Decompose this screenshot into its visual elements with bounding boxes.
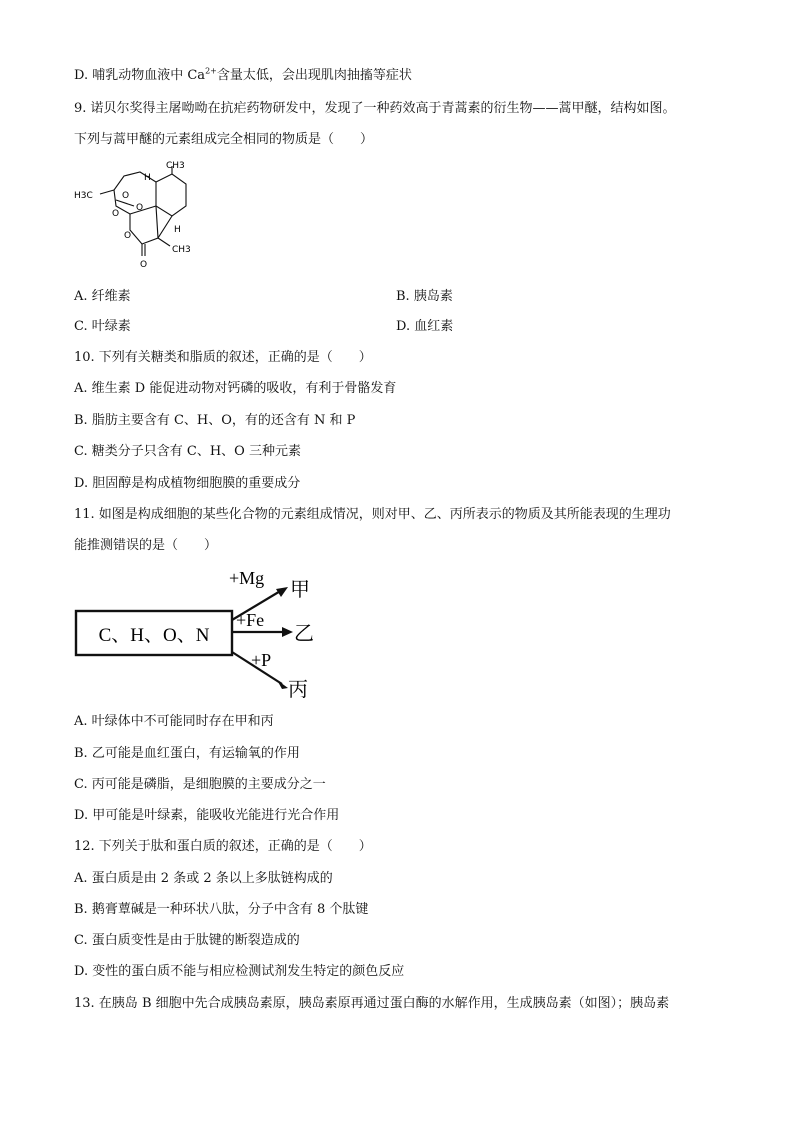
q10-option-a: A. 维生素 D 能促进动物对钙磷的吸收，有利于骨骼发育: [74, 381, 397, 396]
mol-ch3-top: CH3: [166, 161, 185, 171]
q9-option-a: A. 纤维素: [74, 289, 131, 304]
artemether-structure: [74, 160, 204, 272]
q11-option-a: A. 叶绿体中不可能同时存在甲和丙: [74, 714, 274, 729]
mol-h-right: H: [174, 225, 181, 235]
q10-option-c: C. 糖类分子只含有 C、H、O 三种元素: [74, 444, 301, 459]
label-p: +P: [251, 650, 272, 670]
q12-option-b: B. 鹅膏蕈碱是一种环状八肽，分子中含有 8 个肽键: [74, 902, 369, 917]
label-yi: 乙: [294, 623, 314, 645]
q12-option-a: A. 蛋白质是由 2 条或 2 条以上多肽链构成的: [74, 871, 333, 886]
q12-option-d: D. 变性的蛋白质不能与相应检测试剂发生特定的颜色反应: [74, 964, 405, 979]
label-fe: +Fe: [236, 610, 265, 630]
q10-stem: 10. 下列有关糖类和脂质的叙述，正确的是（ ）: [74, 350, 372, 365]
q9-option-c: C. 叶绿素: [74, 319, 131, 334]
q11-option-d: D. 甲可能是叶绿素，能吸收光能进行光合作用: [74, 808, 340, 823]
mol-o4: O: [124, 231, 132, 241]
q11-option-b: B. 乙可能是血红蛋白，有运输氧的作用: [74, 746, 300, 761]
mol-h-top: H: [144, 173, 151, 183]
element-box-label: C、H、O、N: [98, 625, 210, 646]
q10-option-b: B. 脂肪主要含有 C、H、O，有的还含有 N 和 P: [74, 413, 356, 428]
q11-stem-line1: 11. 如图是构成细胞的某些化合物的元素组成情况，则对甲、乙、丙所表示的物质及其所能表现的生理功: [74, 507, 671, 522]
q12-stem: 12. 下列关于肽和蛋白质的叙述，正确的是（ ）: [74, 839, 372, 854]
q9-option-d: D. 血红素: [396, 319, 454, 334]
q9-stem-line2: 下列与蒿甲醚的元素组成完全相同的物质是（ ）: [74, 132, 374, 147]
mol-h3c-left: H3C: [74, 191, 93, 201]
label-mg: +Mg: [229, 568, 265, 588]
q9-option-b: B. 胰岛素: [396, 289, 453, 304]
q10-option-d: D. 胆固醇是构成植物细胞膜的重要成分: [74, 476, 301, 491]
q11-option-c: C. 丙可能是磷脂，是细胞膜的主要成分之一: [74, 777, 326, 792]
mol-ch3-right: CH3: [172, 245, 191, 255]
mol-o3: O: [112, 209, 120, 219]
q12-option-c: C. 蛋白质变性是由于肽键的断裂造成的: [74, 933, 300, 948]
label-bing: 丙: [288, 679, 308, 701]
q8-option-d: D. 哺乳动物血液中 $Ca^{2+}$含量太低，会出现肌肉抽搐等症状: [74, 66, 412, 83]
q11-stem-line2: 能推测错误的是（ ）: [74, 538, 218, 553]
element-composition-diagram: [74, 568, 334, 708]
mol-o2: O: [136, 203, 144, 213]
mol-o1: O: [122, 191, 130, 201]
mol-o-carbonyl: O: [140, 260, 148, 270]
q9-stem-line1: 9. 诺贝尔奖得主屠呦呦在抗疟药物研发中，发现了一种药效高于青蒿素的衍生物——蒿甲醚，结构如图。: [74, 101, 676, 116]
q13-stem-line1: 13. 在胰岛 B 细胞中先合成胰岛素原，胰岛素原再通过蛋白酶的水解作用，生成胰岛素（如图）；胰岛素: [74, 996, 670, 1011]
label-jia: 甲: [290, 579, 310, 601]
